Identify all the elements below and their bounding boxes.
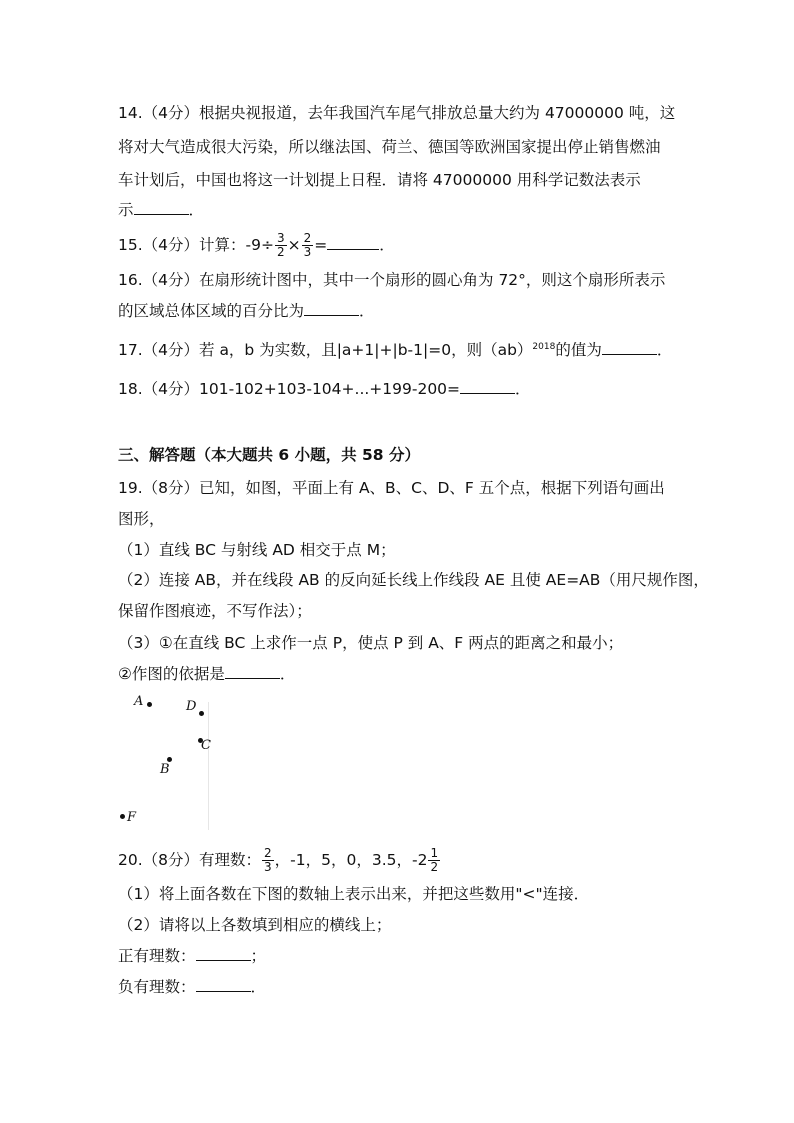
q20-frac-denominator: 3	[264, 860, 272, 874]
q19-answer-blank[interactable]	[225, 664, 280, 679]
q14-text-prefix: 示	[118, 201, 134, 219]
q16-line-1: 16.（4分）在扇形统计图中，其中一个扇形的圆心角为 72°，则这个扇形所表示	[118, 271, 666, 289]
q20-positive-blank[interactable]	[196, 946, 251, 961]
q15-frac1-numerator: 3	[276, 231, 285, 245]
q16-answer-blank[interactable]	[304, 301, 359, 316]
q14-line-4	[118, 200, 204, 220]
q17-text-suffix: ．	[656, 341, 673, 360]
q14-line-1: 14.（4分）根据央视报道，去年我国汽车尾气排放总量大约为 47000000 吨，这	[118, 104, 676, 122]
q19-text-prefix: ②作图的依据是	[118, 665, 225, 683]
point-f-dot	[120, 814, 125, 819]
q15-equals-sign: =	[314, 236, 328, 254]
q20-positive-label: 正有理数：	[118, 947, 196, 965]
q20-negative-line	[118, 977, 266, 997]
q19-line-1: 19.（8分）已知，如图，平面上有 A、B、C、D、F 五个点，根据下列语句画出	[118, 479, 665, 497]
q20-part-2: （2）请将以上各数填到相应的横线上；	[118, 916, 392, 934]
q20-negative-label: 负有理数：	[118, 978, 196, 996]
q15-frac2-numerator: 2	[303, 231, 312, 245]
q18-text-prefix: 18.（4分）101-102+103-104+...+199-200=	[118, 380, 461, 398]
point-f-label: F	[127, 810, 137, 825]
figure-edge-line	[208, 702, 209, 830]
q20-negative-suffix: ．	[250, 978, 267, 996]
q19-part-3: （3）①在直线 BC 上求作一点 P，使点 P 到 A、F 两点的距离之和最小；	[118, 634, 624, 652]
point-c-label: C	[201, 738, 211, 753]
q14-answer-blank[interactable]	[134, 200, 189, 215]
q15-text-prefix: 15.（4分）计算：-9÷	[118, 236, 274, 254]
q20-positive-line	[118, 946, 266, 966]
q20-negative-blank[interactable]	[196, 977, 251, 992]
q17-answer-blank[interactable]	[602, 340, 657, 355]
q20-mixed-denominator: 2	[430, 860, 439, 874]
q14-line-3: 车计划后，中国也将这一计划提上日程．请将 47000000 用科学记数法表示	[118, 171, 641, 189]
q17	[118, 337, 672, 360]
q15-text-suffix: ．	[379, 236, 395, 254]
q20-number-list: ，-1，5，0，3.5，-2	[274, 851, 428, 869]
q15	[118, 230, 395, 260]
q20-positive-suffix: ；	[250, 947, 267, 965]
point-d-dot	[199, 711, 204, 716]
point-d-label: D	[186, 699, 197, 714]
q20-mixed-numerator: 1	[430, 846, 439, 860]
q14-text-suffix: ．	[188, 201, 205, 219]
q20-mixed-fraction	[428, 847, 440, 874]
q19-part-1: （1）直线 BC 与射线 AD 相交于点 M；	[118, 541, 396, 559]
q20	[118, 845, 441, 875]
section-3-heading: 三、解答题（本大题共 6 小题，共 58 分）	[118, 446, 420, 464]
point-a-label: A	[134, 694, 144, 709]
q14-line-2: 将对大气造成很大污染，所以继法国、荷兰、德国等欧洲国家提出停止销售燃油	[118, 138, 661, 156]
q18	[118, 379, 531, 399]
q16-text-prefix: 的区域总体区域的百分比为	[118, 302, 305, 320]
q19-line-2: 图形，	[118, 510, 165, 528]
q16-line-2	[118, 301, 375, 321]
q17-exponent: 2018	[532, 342, 556, 352]
point-a-dot	[147, 702, 152, 707]
q19-part-2b: 保留作图痕迹，不写作法）；	[118, 602, 312, 620]
q15-answer-blank[interactable]	[327, 235, 379, 250]
q20-fraction	[262, 847, 274, 874]
q18-answer-blank[interactable]	[460, 379, 515, 394]
q16-text-suffix: ．	[359, 302, 375, 320]
q17-text-mid: 的值为	[555, 341, 602, 360]
q18-text-suffix: ．	[515, 380, 531, 398]
q17-text-prefix: 17.（4分）若 a，b 为实数，且|a+1|+|b-1|=0，则（ab）	[118, 341, 533, 360]
q19-part-3b	[118, 664, 295, 684]
q15-fraction-2	[302, 232, 314, 259]
q15-frac1-denominator: 2	[276, 245, 285, 259]
q19-part-2a: （2）连接 AB，并在线段 AB 的反向延长线上作线段 AE 且使 AE=AB（用尺规作图，	[118, 571, 709, 589]
q20-frac-numerator: 2	[264, 846, 272, 860]
q15-fraction-1	[275, 232, 287, 259]
q19-figure	[112, 690, 222, 830]
q20-part-1: （1）将上面各数在下图的数轴上表示出来，并把这些数用"<"连接．	[118, 885, 590, 903]
q15-frac2-denominator: 3	[303, 245, 312, 259]
q19-text-suffix: ．	[279, 665, 296, 683]
q15-times-sign: ×	[287, 236, 301, 254]
point-b-label: B	[160, 762, 170, 777]
q20-text-prefix: 20.（8分）有理数：	[118, 851, 262, 869]
